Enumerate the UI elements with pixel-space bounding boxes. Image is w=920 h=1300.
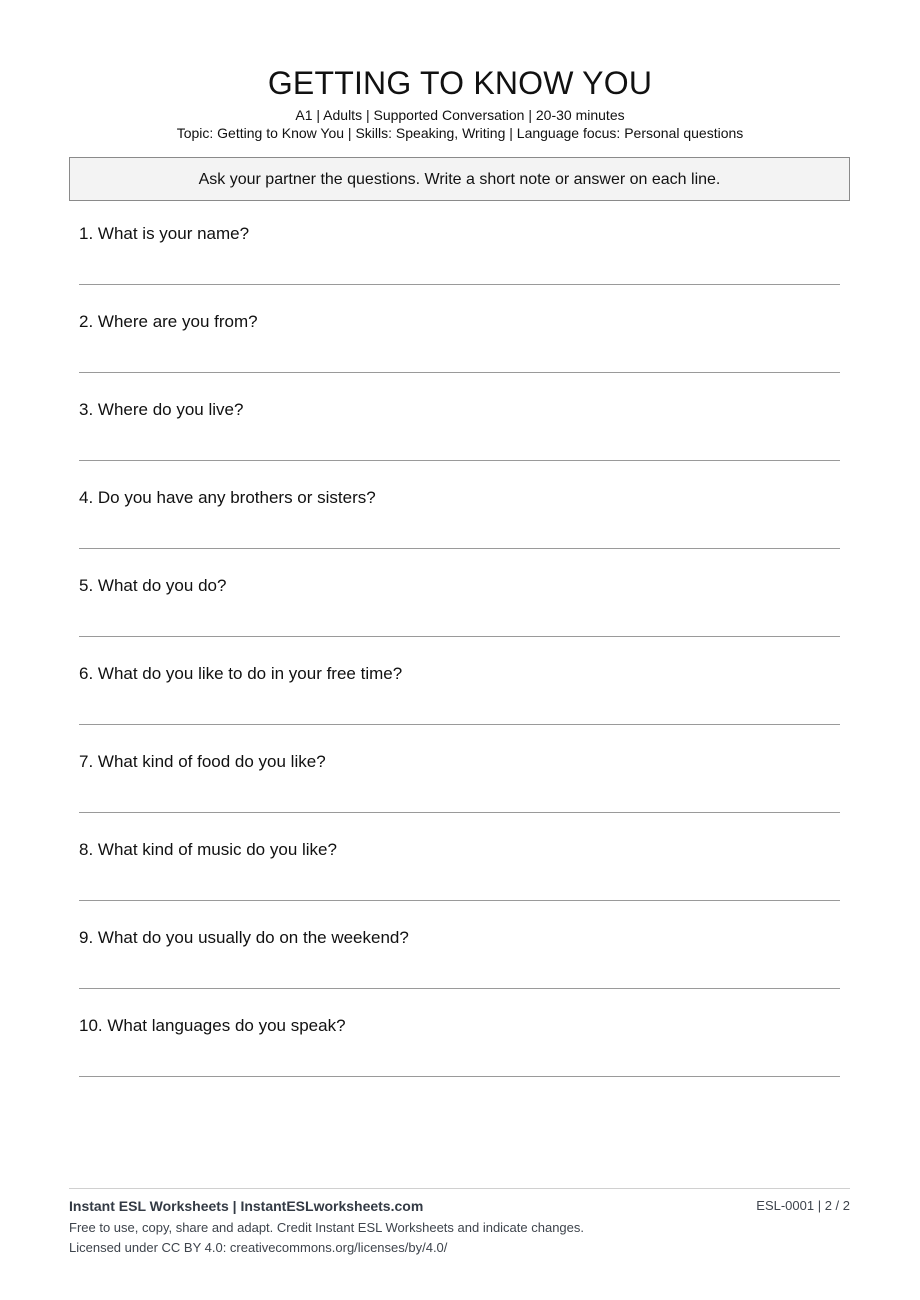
answer-line[interactable] [79,548,840,549]
question-item [79,926,840,1014]
answer-line[interactable] [79,284,840,285]
answer-line[interactable] [79,812,840,813]
question-text: 7. What kind of food do you like? [79,752,326,771]
footer-brand: Instant ESL Worksheets | InstantESLworksheets.com [69,1198,424,1214]
question-text: 6. What do you like to do in your free time? [79,664,403,683]
question-text: 4. Do you have any brothers or sisters? [79,488,376,507]
footer-page-id: ESL-0001 | 2 / 2 [756,1198,850,1213]
question-text: 2. Where are you from? [79,312,258,331]
worksheet-level-info: A1 | Adults | Supported Conversation | 20-30 minutes [295,107,625,123]
answer-line[interactable] [79,636,840,637]
question-item [79,1014,840,1102]
answer-line[interactable] [79,460,840,461]
question-item [79,222,840,310]
question-item [79,574,840,662]
question-item [79,398,840,486]
question-text: 3. Where do you live? [79,400,244,419]
question-item [79,750,840,838]
question-text: 5. What do you do? [79,576,227,595]
question-item [79,310,840,398]
footer-divider [69,1188,850,1189]
answer-line[interactable] [79,372,840,373]
question-text: 1. What is your name? [79,224,250,243]
worksheet-topic-info: Topic: Getting to Know You | Skills: Speaking, Writing | Language focus: Personal questions [176,125,744,141]
question-item [79,662,840,750]
answer-line[interactable] [79,724,840,725]
question-text: 9. What do you usually do on the weekend? [79,928,409,947]
page-title: GETTING TO KNOW YOU [267,65,653,101]
question-item [79,486,840,574]
instructions-box: Ask your partner the questions. Write a short note or answer on each line. [69,157,850,201]
question-item [79,838,840,926]
question-list [79,222,840,1102]
footer-license-link-text: Licensed under CC BY 4.0: creativecommons.org/licenses/by/4.0/ [69,1240,448,1255]
answer-line[interactable] [79,988,840,989]
answer-line[interactable] [79,900,840,901]
answer-line[interactable] [79,1076,840,1077]
question-text: 8. What kind of music do you like? [79,840,337,859]
question-text: 10. What languages do you speak? [79,1016,346,1035]
footer-license-text: Free to use, copy, share and adapt. Credit Instant ESL Worksheets and indicate changes. [69,1220,585,1235]
